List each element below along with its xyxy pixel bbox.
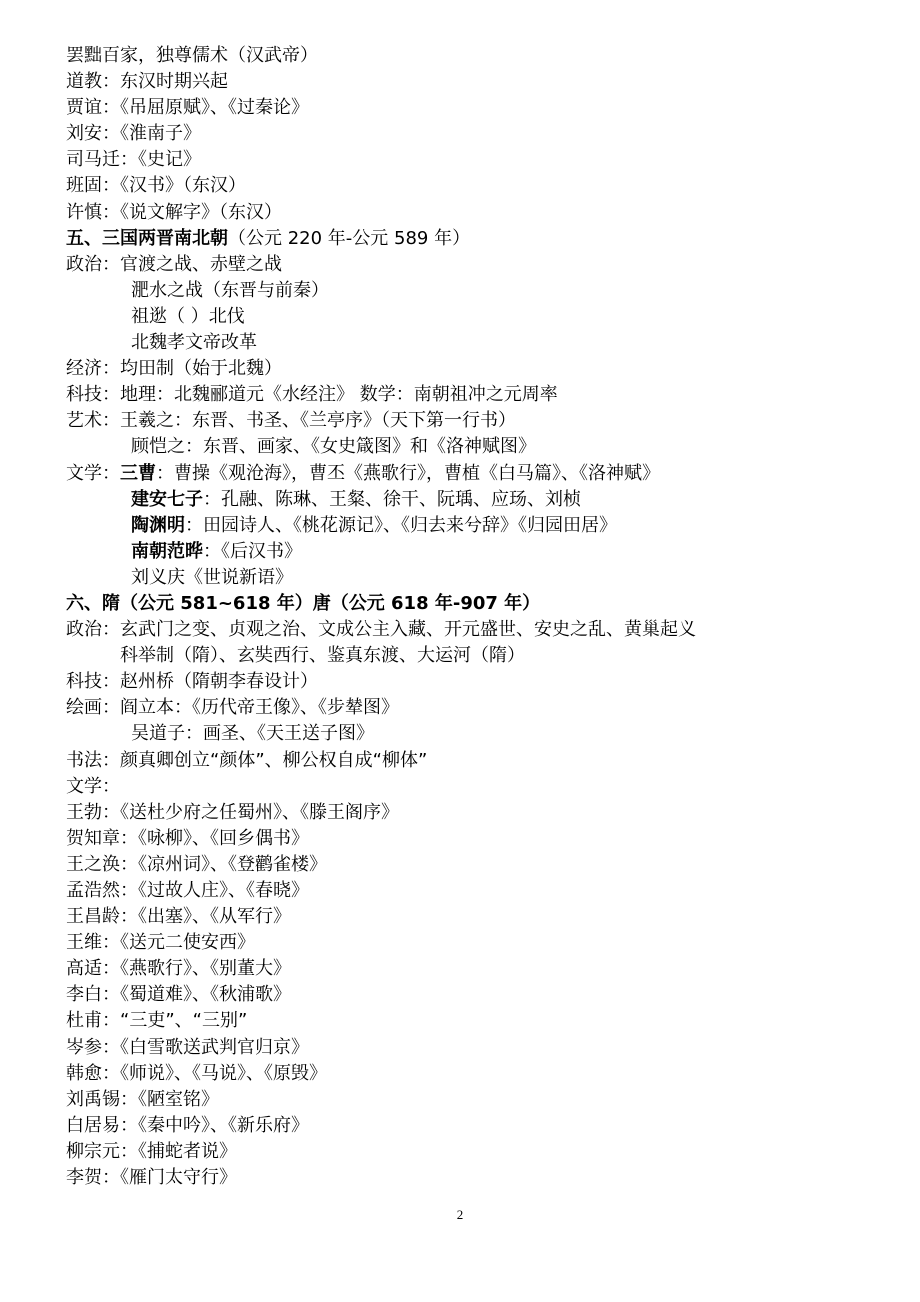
text-line-indented: 吴道子：画圣、《天王送子图》 <box>131 723 374 745</box>
text-line: 政治：玄武门之变、贞观之治、文成公主入藏、开元盛世、安史之乱、黄巢起义 <box>66 619 696 641</box>
text-line: 刘禹锡：《陋室铭》 <box>66 1088 219 1110</box>
text-line: 岑参：《白雪歌送武判官归京》 <box>66 1036 309 1058</box>
text-line: 李白：《蜀道难》、《秋浦歌》 <box>66 984 291 1006</box>
text-line: 贺知章：《咏柳》、《回乡偶书》 <box>66 827 309 849</box>
text-line-indented: 刘义庆《世说新语》 <box>131 566 293 588</box>
text-line: 政治：官渡之战、赤壁之战 <box>66 253 282 275</box>
text-rest: ：孔融、陈琳、王粲、徐干、阮瑀、应玚、刘桢 <box>203 488 581 510</box>
literature-line-sancao <box>66 461 886 487</box>
bold-term: 三曹 <box>120 462 156 484</box>
text-line: 书法：颜真卿创立“颜体”、柳公权自成“柳体” <box>66 749 428 771</box>
section-heading-title: 五、三国两晋南北朝 <box>66 227 228 249</box>
text-line: 王维：《送元二使安西》 <box>66 932 255 954</box>
text-line: 班固：《汉书》（东汉） <box>66 175 246 197</box>
text-line-indented: 顾恺之：东晋、画家、《女史箴图》和《洛神赋图》 <box>131 436 536 458</box>
text-line: 杜甫：“三吏”、“三别” <box>66 1010 248 1032</box>
literature-line-jianan <box>66 487 886 513</box>
text-line: 经济：均田制（始于北魏） <box>66 358 282 380</box>
bold-term: 南朝范晔 <box>131 540 203 562</box>
text-line-indented: 淝水之战（东晋与前秦） <box>131 279 329 301</box>
text-line: 柳宗元：《捕蛇者说》 <box>66 1140 237 1162</box>
text-line: 科技：地理：北魏郦道元《水经注》 数学：南朝祖冲之元周率 <box>66 384 558 406</box>
text-line: 罢黜百家，独尊儒术（汉武帝） <box>66 45 318 66</box>
text-line: 贾谊：《吊屈原赋》、《过秦论》 <box>66 97 309 119</box>
page-number: 2 <box>456 1207 464 1222</box>
bold-term: 陶渊明 <box>131 514 185 536</box>
text-line: 王昌龄：《出塞》、《从军行》 <box>66 906 291 928</box>
text-rest: ：曹操《观沧海》，曹丕《燕歌行》，曹植《白马篇》、《洛神赋》 <box>156 462 660 484</box>
text-line: 科技：赵州桥（隋朝李春设计） <box>66 671 318 693</box>
text-line: 道教：东汉时期兴起 <box>66 71 228 93</box>
section-heading-dates: （公元 220 年-公元 589 年） <box>228 227 471 249</box>
text-line: 韩愈：《师说》、《马说》、《原毁》 <box>66 1062 327 1084</box>
text-line-indented: 祖逖（ ）北伐 <box>131 305 245 327</box>
text-line-indented: 科举制（隋）、玄奘西行、鉴真东渡、大运河（隋） <box>120 645 525 667</box>
text-line: 白居易：《秦中吟》、《新乐府》 <box>66 1114 309 1136</box>
text-line: 李贺：《雁门太守行》 <box>66 1167 237 1189</box>
text-line: 刘安：《淮南子》 <box>66 123 201 145</box>
text-line: 文学： <box>66 775 120 797</box>
bold-term: 建安七子 <box>131 488 203 510</box>
text-line: 艺术：王羲之：东晋、书圣、《兰亭序》（天下第一行书） <box>66 410 516 432</box>
literature-line-fanye <box>66 539 886 565</box>
text-line: 许慎：《说文解字》（东汉） <box>66 201 282 223</box>
section-heading-6: 六、隋（公元 581~618 年）唐（公元 618 年-907 年） <box>66 592 541 614</box>
text-line: 高适：《燕歌行》、《别董大》 <box>66 958 291 980</box>
text-rest: ：《后汉书》 <box>203 540 302 562</box>
text-line: 孟浩然：《过故人庄》、《春晓》 <box>66 880 309 901</box>
section-heading-5 <box>66 226 886 252</box>
literature-line-taoyuanming <box>66 513 886 539</box>
text-line: 绘画：阎立本：《历代帝王像》、《步辇图》 <box>66 697 399 719</box>
text-line-indented: 北魏孝文帝改革 <box>131 332 257 354</box>
document-body <box>66 43 886 1191</box>
text-line: 司马迁：《史记》 <box>66 149 201 171</box>
text-line: 王勃：《送杜少府之任蜀州》、《滕王阁序》 <box>66 801 399 823</box>
text-prefix: 文学： <box>66 462 120 484</box>
text-line: 王之涣：《凉州词》、《登鹳雀楼》 <box>66 853 327 875</box>
text-rest: ：田园诗人、《桃花源记》、《归去来兮辞》《归园田居》 <box>185 514 617 536</box>
